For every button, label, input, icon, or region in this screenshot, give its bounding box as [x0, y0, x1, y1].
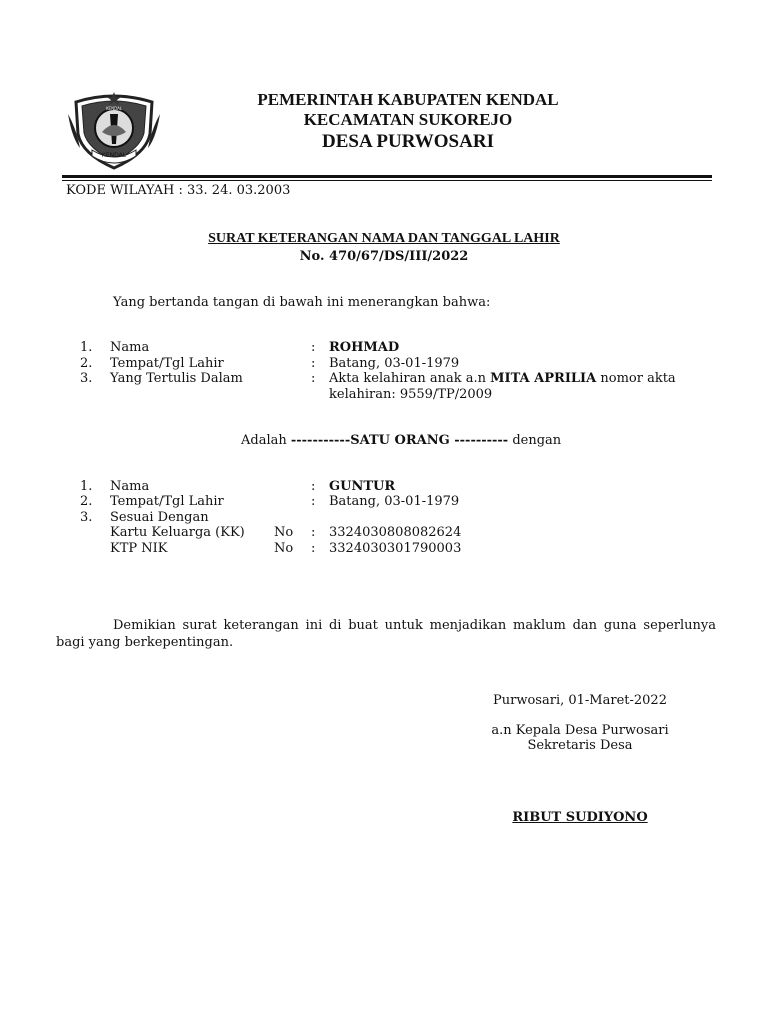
p2-row2-colon: : [311, 494, 316, 509]
p1-row3-colon: : [311, 371, 316, 386]
p2-row3-label: Sesuai Dengan [110, 510, 209, 525]
p2-row1-label: Nama [110, 479, 150, 494]
p1-doc-line2: kelahiran: 9559/TP/2009 [329, 387, 493, 402]
p2-row1-num: 1. [80, 479, 93, 494]
p2-row3-num: 3. [80, 510, 93, 525]
p1-doc-pre: Akta kelahiran anak a.n [329, 371, 491, 386]
p1-row2-label: Tempat/Tgl Lahir [110, 356, 224, 371]
p1-doc-post: nomor akta [596, 371, 676, 386]
p2-name-value: GUNTUR [329, 479, 396, 494]
kk-label: Kartu Keluarga (KK) [110, 525, 245, 540]
signature-place-date: Purwosari, 01-Maret-2022 [493, 693, 667, 708]
intro-text: Yang bertanda tangan di bawah ini menerangkan bahwa: [113, 295, 491, 310]
ktp-value: 3324030301790003 [329, 541, 462, 556]
signatory-name: RIBUT SUDIYONO [512, 810, 648, 825]
kk-colon: : [311, 525, 316, 540]
p1-row1-num: 1. [80, 340, 93, 355]
p1-row2-colon: : [311, 356, 316, 371]
p1-row3-num: 3. [80, 371, 93, 386]
kode-wilayah: KODE WILAYAH : 33. 24. 03.2003 [66, 183, 291, 198]
p2-birth-value: Batang, 03-01-1979 [329, 494, 460, 509]
p1-child-name: MITA APRILIA [490, 371, 597, 386]
adalah-bold: -----------SATU ORANG ---------- [290, 433, 509, 448]
closing-paragraph [56, 617, 716, 651]
letterhead-line-1: PEMERINTAH KABUPATEN KENDAL [257, 90, 559, 109]
ktp-colon: : [311, 541, 316, 556]
signature-on-behalf: a.n Kepala Desa Purwosari [491, 723, 669, 738]
header-divider-thick [62, 175, 712, 178]
adalah-pre: Adalah [241, 433, 291, 448]
p2-row1-colon: : [311, 479, 316, 494]
adalah-post: dengan [508, 433, 562, 448]
letter-number: No. 470/67/DS/III/2022 [299, 249, 469, 264]
letterhead-line-3: DESA PURWOSARI [322, 131, 494, 152]
p2-row2-label: Tempat/Tgl Lahir [110, 494, 224, 509]
p1-row3-label: Yang Tertulis Dalam [110, 371, 243, 386]
closing-text: Demikian surat keterangan ini di buat untuk menjadikan maklum dan guna seperlunya bagi yang berkepentingan. [56, 618, 716, 650]
ktp-no: No [274, 541, 294, 556]
kk-value: 3324030808082624 [329, 525, 462, 540]
kk-no: No [274, 525, 294, 540]
signature-position: Sekretaris Desa [527, 738, 633, 753]
letter-title: SURAT KETERANGAN NAMA DAN TANGGAL LAHIR [208, 231, 560, 246]
p1-row1-colon: : [311, 340, 316, 355]
p1-name-value: ROHMAD [329, 340, 400, 355]
p1-row2-num: 2. [80, 356, 93, 371]
ktp-label: KTP NIK [110, 541, 168, 556]
p1-row1-label: Nama [110, 340, 150, 355]
p2-row2-num: 2. [80, 494, 93, 509]
letterhead-line-2: KECAMATAN SUKOREJO [303, 110, 513, 129]
kendal-regency-logo [66, 88, 162, 170]
p1-document-value [329, 371, 676, 386]
logo-text-bottom: KENDAL [101, 152, 127, 159]
p1-birth-value: Batang, 03-01-1979 [329, 356, 460, 371]
adalah-line [241, 433, 561, 448]
logo-text-top: KENDAL [105, 106, 123, 111]
header-divider-thin [62, 180, 712, 181]
